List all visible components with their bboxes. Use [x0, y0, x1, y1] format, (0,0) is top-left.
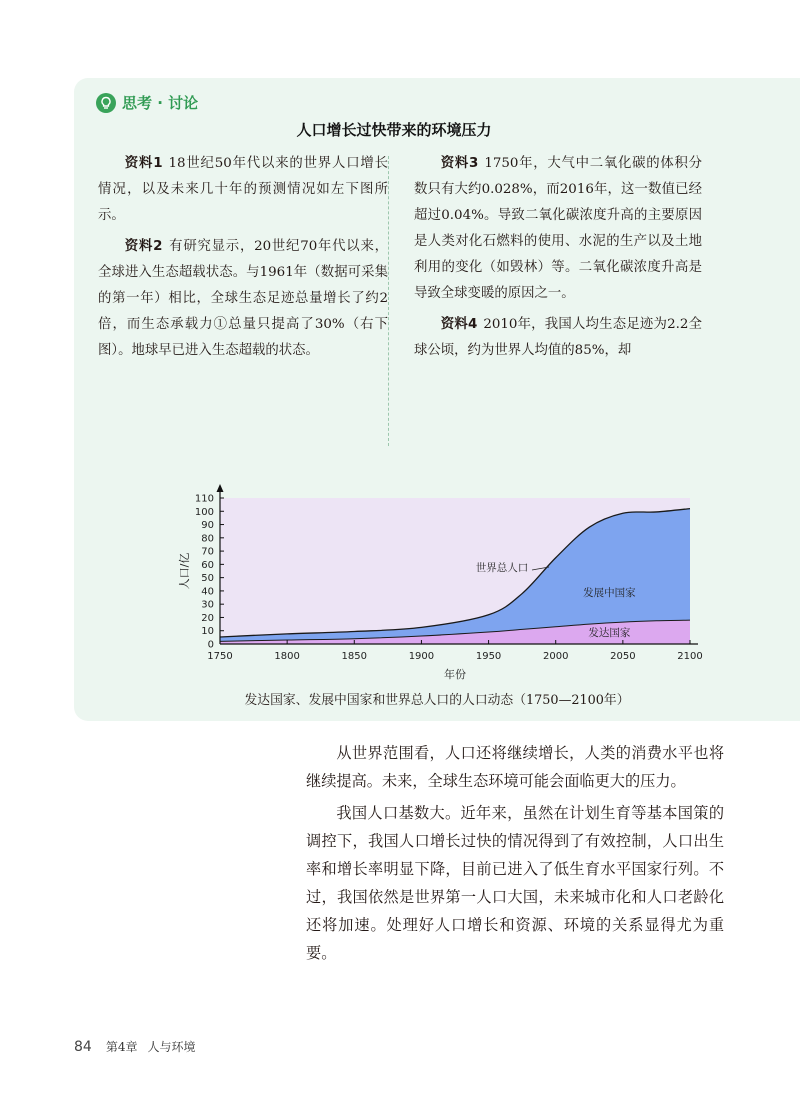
- x-tick-label: 1950: [475, 651, 502, 662]
- y-tick-label: 50: [201, 573, 214, 585]
- x-tick-label: 1750: [207, 651, 233, 662]
- y-tick-label: 10: [201, 626, 214, 638]
- y-axis-label: 人口/亿: [178, 552, 191, 590]
- x-tick-label: 1900: [408, 651, 435, 662]
- annotation-developing: 发展中国家: [583, 587, 636, 600]
- population-chart-svg: [174, 478, 734, 713]
- y-tick-label: 40: [201, 586, 214, 598]
- y-tick-label: 0: [207, 639, 214, 651]
- y-tick-label: 90: [201, 520, 214, 532]
- y-tick-label: 20: [201, 612, 214, 624]
- y-tick-label: 80: [201, 533, 214, 545]
- body-paragraph-2: 我国人口基数大。近年来，虽然在计划生育等基本国策的调控下，我国人口增长过快的情况得到了有效控制，人口出生率和增长率明显下降，目前已进入了低生育水平国家行列。不过，我国依然是世界第一人口大国，未来城市化和人口老龄化还将加速。处理好人口增长和资源、环境的关系显得尤为重要。: [306, 804, 724, 962]
- chapter-title: 人与环境: [147, 1040, 196, 1054]
- x-tick-label: 2100: [677, 651, 703, 662]
- annotation-world-total: 世界总人口: [475, 562, 529, 574]
- think-discuss-header: [96, 92, 198, 113]
- x-axis-label: 年份: [444, 668, 466, 681]
- material-2: 资料2 有研究显示，20世纪70年代以来，全球进入生态超载状态。与1961年（数据可采集的第一年）相比，全球生态足迹总量增长了约2倍，而生态承载力①总量只提高了30%（右下图）。地球早已进入生态超载的状态。: [98, 239, 388, 358]
- body-paragraph-1: 从世界范围看，人口还将继续增长，人类的消费水平也将继续提高。未来，全球生态环境可能会面临更大的压力。: [306, 744, 724, 790]
- x-tick-label: 1800: [274, 651, 300, 662]
- right-column: [414, 151, 702, 369]
- y-tick-label: 30: [201, 599, 214, 611]
- lightbulb-icon: [96, 93, 116, 113]
- x-tick-label: 1850: [341, 651, 368, 662]
- page-footer: [74, 1038, 195, 1055]
- chapter-number: 第4章: [105, 1040, 138, 1054]
- x-tick-label: 2050: [610, 651, 636, 662]
- material-1: 资料1 18世纪50年代以来的世界人口增长情况，以及未来几十年的预测情况如左下图所示。: [98, 156, 388, 223]
- think-discuss-box: [74, 78, 800, 721]
- y-tick-label: 60: [201, 559, 214, 571]
- think-discuss-label: 思考 · 讨论: [122, 94, 199, 112]
- annotation-developed: 发达国家: [588, 627, 631, 640]
- x-tick-label: 2000: [542, 651, 569, 662]
- population-chart: [174, 478, 734, 717]
- y-tick-label: 70: [201, 546, 214, 558]
- y-tick-label: 100: [194, 506, 214, 518]
- box-title: 人口增长过快带来的环境压力: [296, 121, 492, 139]
- column-divider: [388, 156, 389, 446]
- chart-caption: 发达国家、发展中国家和世界总人口的人口动态（1750—2100年）: [244, 693, 630, 708]
- y-axis-arrow: [217, 484, 224, 492]
- material-4: 资料4 2010年，我国人均生态足迹为2.2全球公顷，约为世界人均值的85%，却: [414, 317, 702, 358]
- body-text: [306, 739, 724, 971]
- left-column: [98, 151, 388, 369]
- y-tick-label: 110: [194, 493, 214, 505]
- page-number: 84: [74, 1039, 92, 1055]
- material-3: 资料3 1750年，大气中二氧化碳的体积分数只有大约0.028%，而2016年，这一数值已经超过0.04%。导致二氧化碳浓度升高的主要原因是人类对化石燃料的使用、水泥的生产以及土地利用的变化（如毁林）等。二氧化碳浓度升高是导致全球变暖的原因之一。: [414, 156, 702, 301]
